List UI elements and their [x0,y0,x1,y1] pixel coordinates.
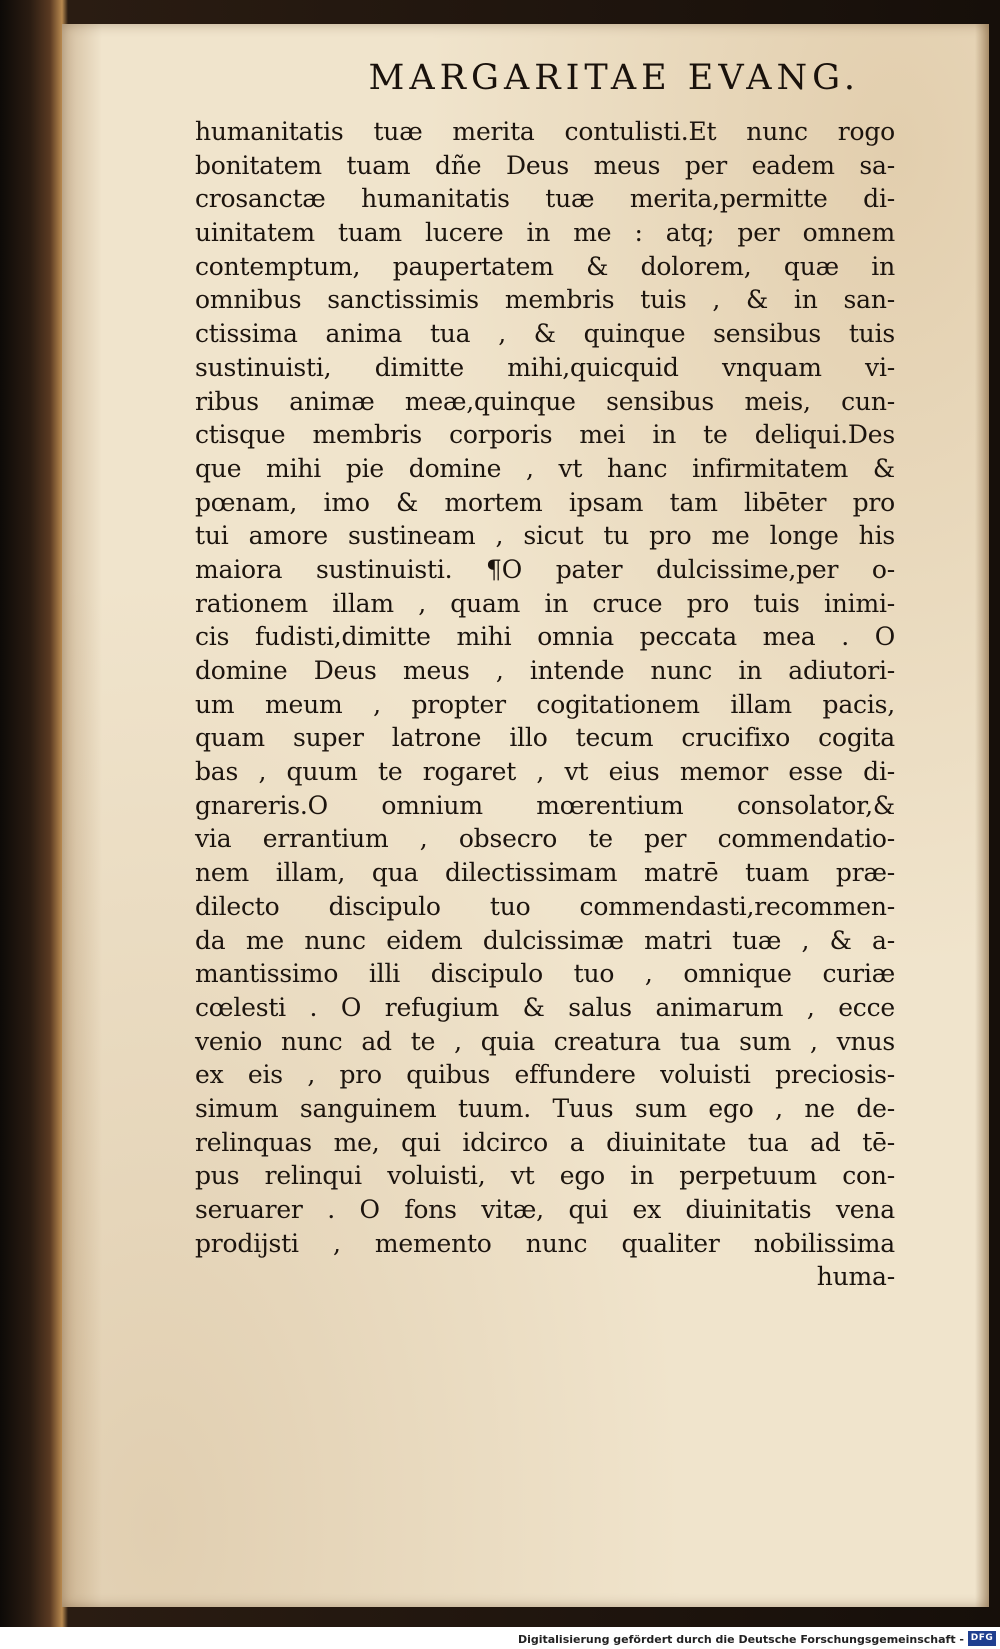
text-line: uinitatem tuam lucere in me : atq; per omnem [195,218,895,248]
text-line: ribus animæ meæ,quinque sensibus meis, cun- [195,386,895,416]
text-line: sustinuisti, dimitte mihi,quicquid vnquam vi- [195,352,895,382]
text-line: ctissima anima tua , & quinque sensibus tuis [195,319,895,349]
text-line: bonitatem tuam dñe Deus meus per eadem sa- [195,150,895,180]
text-line: ctisque membris corporis mei in te deliqui.Des [195,420,895,450]
text-line: nem illam, qua dilectissimam matrē tuam præ- [195,858,895,888]
text-line: simum sanguinem tuum. Tuus sum ego , ne de- [195,1093,895,1123]
text-line: maiora sustinuisti. ¶O pater dulcissime,per o- [195,554,895,584]
text-line: quam super latrone illo tecum crucifixo cogita [195,723,895,753]
running-head: MARGARITAE EVANG. [368,58,860,98]
text-line: um meum , propter cogitationem illam pacis, [195,689,895,719]
text-line: omnibus sanctissimis membris tuis , & in san- [195,285,895,315]
text-line: relinquas me, qui idcirco a diuinitate tua ad tē- [195,1127,895,1157]
text-line: contemptum, paupertatem & dolorem, quæ in [195,251,895,281]
dfg-logo: DFG [968,1631,996,1646]
text-line: seruarer . O fons vitæ, qui ex diuinitatis vena [195,1195,895,1224]
funding-note: Digitalisierung gefördert durch die Deutsche Forschungsgemeinschaft - [517,1633,964,1646]
footer-band [0,1627,1000,1649]
text-line: via errantium , obsecro te per commendatio- [195,824,895,854]
text-line: domine Deus meus , intende nunc in adiutori- [195,656,895,685]
text-line: gnareris.O omnium mœrentium consolator,& [195,790,895,820]
text-line: que mihi pie domine , vt hanc infirmitatem & [195,453,895,483]
text-line: venio nunc ad te , quia creatura tua sum , vnus [195,1026,895,1056]
text-line: humanitatis tuæ merita contulisti.Et nunc rogo [195,117,895,146]
text-line: mantissimo illi discipulo tuo , omnique curiæ [195,959,895,989]
text-line: rationem illam , quam in cruce pro tuis inimi- [195,588,895,618]
text-line: pus relinqui voluisti, vt ego in perpetuum con- [195,1161,895,1191]
text-line: pœnam, imo & mortem ipsam tam libēter pro [195,487,895,517]
page-edge [975,24,989,1607]
text-line: dilecto discipulo tuo commendasti,recommen- [195,891,895,921]
text-line: cœlesti . O refugium & salus animarum , ecce [195,992,895,1022]
text-line: ex eis , pro quibus effundere voluisti preciosis- [195,1060,895,1090]
text-line: bas , quum te rogaret , vt eius memor esse di- [195,757,895,787]
text-line: cis fudisti,dimitte mihi omnia peccata mea . O [195,622,895,652]
catchword: huma- [816,1262,895,1292]
text-line: prodijsti , memento nunc qualiter nobilissima [195,1228,895,1258]
text-line: tui amore sustineam , sicut tu pro me longe his [195,521,895,551]
text-line: da me nunc eidem dulcissimæ matri tuæ , & a- [195,925,895,955]
body-text [195,115,895,1294]
text-line: crosanctæ humanitatis tuæ merita,permitte di- [195,184,895,214]
